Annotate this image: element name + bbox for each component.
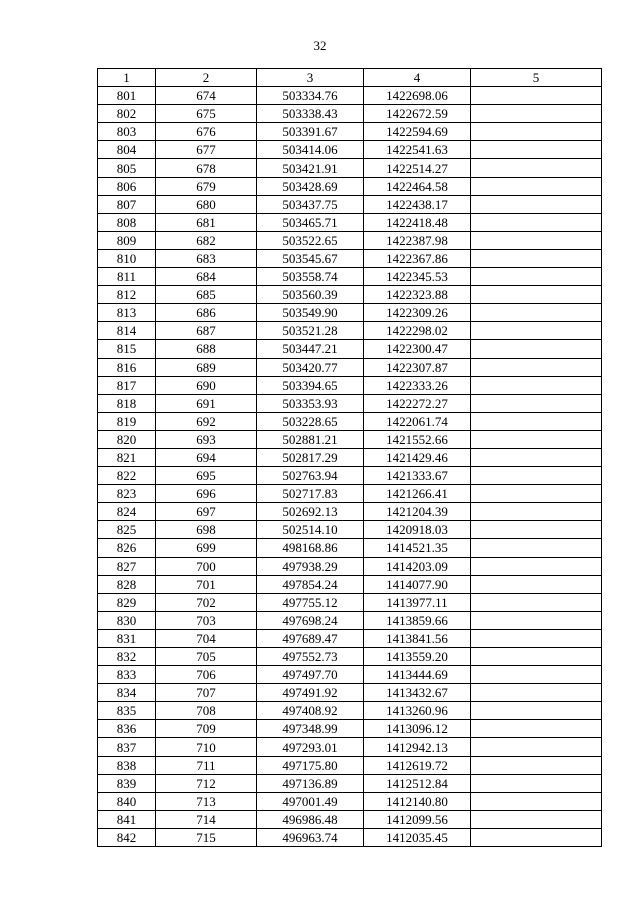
table-cell-col-4: 1422061.74 (364, 412, 471, 430)
table-cell-col-1: 841 (98, 810, 156, 828)
table-row (98, 195, 602, 213)
table-cell-col-1: 819 (98, 412, 156, 430)
table-cell-col-1: 830 (98, 611, 156, 629)
table-cell-col-5 (471, 87, 602, 105)
table-cell-col-2: 695 (156, 467, 257, 485)
table-cell-col-2: 700 (156, 557, 257, 575)
table-row (98, 105, 602, 123)
table-cell-col-2: 692 (156, 412, 257, 430)
table-cell-col-4: 1413841.56 (364, 629, 471, 647)
table-cell-col-4: 1422309.26 (364, 304, 471, 322)
table-cell-col-4: 1421552.66 (364, 430, 471, 448)
table-row (98, 141, 602, 159)
table-cell-col-2: 688 (156, 340, 257, 358)
table-cell-col-5 (471, 557, 602, 575)
table-cell-col-2: 714 (156, 810, 257, 828)
table-row (98, 87, 602, 105)
table-cell-col-3: 502881.21 (257, 430, 364, 448)
table-cell-col-2: 698 (156, 521, 257, 539)
table-cell-col-3: 502514.10 (257, 521, 364, 539)
table-cell-col-3: 497497.70 (257, 666, 364, 684)
table-row (98, 286, 602, 304)
table-cell-col-4: 1422345.53 (364, 268, 471, 286)
table-cell-col-2: 703 (156, 611, 257, 629)
table-cell-col-2: 693 (156, 430, 257, 448)
header-cell-col-5: 5 (471, 69, 602, 87)
table-cell-col-2: 701 (156, 575, 257, 593)
table-cell-col-1: 836 (98, 720, 156, 738)
table-cell-col-2: 683 (156, 249, 257, 267)
table-cell-col-5 (471, 448, 602, 466)
table-cell-col-3: 497408.92 (257, 702, 364, 720)
table-cell-col-4: 1413260.96 (364, 702, 471, 720)
table-cell-col-1: 808 (98, 213, 156, 231)
table-cell-col-4: 1412512.84 (364, 774, 471, 792)
table-cell-col-3: 496986.48 (257, 810, 364, 828)
table-cell-col-1: 811 (98, 268, 156, 286)
table-row (98, 448, 602, 466)
table-cell-col-1: 803 (98, 123, 156, 141)
table-cell-col-3: 503353.93 (257, 394, 364, 412)
table-cell-col-1: 805 (98, 159, 156, 177)
table-cell-col-5 (471, 539, 602, 557)
table-cell-col-2: 702 (156, 593, 257, 611)
table-cell-col-2: 684 (156, 268, 257, 286)
table-cell-col-4: 1422300.47 (364, 340, 471, 358)
table-cell-col-2: 686 (156, 304, 257, 322)
table-cell-col-3: 497491.92 (257, 684, 364, 702)
table-cell-col-3: 497938.29 (257, 557, 364, 575)
table-cell-col-1: 824 (98, 503, 156, 521)
table-cell-col-1: 826 (98, 539, 156, 557)
table-cell-col-4: 1422272.27 (364, 394, 471, 412)
table-row (98, 557, 602, 575)
table-cell-col-4: 1422438.17 (364, 195, 471, 213)
table-cell-col-1: 825 (98, 521, 156, 539)
table-cell-col-2: 679 (156, 177, 257, 195)
table-row (98, 611, 602, 629)
table-cell-col-1: 809 (98, 231, 156, 249)
table-row (98, 738, 602, 756)
table-cell-col-4: 1422514.27 (364, 159, 471, 177)
table-cell-col-1: 831 (98, 629, 156, 647)
table-row (98, 503, 602, 521)
table-row (98, 467, 602, 485)
table-cell-col-3: 502717.83 (257, 485, 364, 503)
table-row (98, 123, 602, 141)
table-cell-col-3: 497689.47 (257, 629, 364, 647)
table-row (98, 666, 602, 684)
table-cell-col-5 (471, 430, 602, 448)
table-cell-col-3: 503414.06 (257, 141, 364, 159)
table-cell-col-5 (471, 467, 602, 485)
table-row (98, 231, 602, 249)
table-cell-col-3: 502763.94 (257, 467, 364, 485)
table-cell-col-4: 1422307.87 (364, 358, 471, 376)
table-cell-col-5 (471, 720, 602, 738)
table-cell-col-3: 497698.24 (257, 611, 364, 629)
table-cell-col-2: 713 (156, 792, 257, 810)
table-cell-col-1: 817 (98, 376, 156, 394)
table-cell-col-1: 813 (98, 304, 156, 322)
table-cell-col-1: 814 (98, 322, 156, 340)
table-row (98, 702, 602, 720)
table-cell-col-5 (471, 286, 602, 304)
table-cell-col-1: 840 (98, 792, 156, 810)
table-cell-col-2: 682 (156, 231, 257, 249)
table-cell-col-3: 503334.76 (257, 87, 364, 105)
table-cell-col-3: 503394.65 (257, 376, 364, 394)
table-cell-col-5 (471, 123, 602, 141)
table-cell-col-2: 685 (156, 286, 257, 304)
table-cell-col-1: 804 (98, 141, 156, 159)
table-cell-col-5 (471, 593, 602, 611)
table-cell-col-1: 812 (98, 286, 156, 304)
table-cell-col-3: 497552.73 (257, 648, 364, 666)
table-cell-col-4: 1413444.69 (364, 666, 471, 684)
table-cell-col-2: 675 (156, 105, 257, 123)
table-cell-col-4: 1412140.80 (364, 792, 471, 810)
table-cell-col-5 (471, 575, 602, 593)
table-row (98, 394, 602, 412)
header-row (98, 69, 602, 87)
table-cell-col-1: 827 (98, 557, 156, 575)
table-cell-col-3: 497136.89 (257, 774, 364, 792)
table-cell-col-3: 498168.86 (257, 539, 364, 557)
table-cell-col-2: 704 (156, 629, 257, 647)
table-cell-col-2: 709 (156, 720, 257, 738)
table-cell-col-5 (471, 629, 602, 647)
table-cell-col-5 (471, 521, 602, 539)
table-cell-col-5 (471, 105, 602, 123)
table-cell-col-5 (471, 738, 602, 756)
table-cell-col-3: 503338.43 (257, 105, 364, 123)
table-cell-col-5 (471, 177, 602, 195)
table-cell-col-5 (471, 503, 602, 521)
table-cell-col-1: 842 (98, 828, 156, 846)
table-cell-col-5 (471, 358, 602, 376)
header-cell-col-1: 1 (98, 69, 156, 87)
table-cell-col-2: 711 (156, 756, 257, 774)
table-row (98, 774, 602, 792)
table-cell-col-4: 1412099.56 (364, 810, 471, 828)
table-cell-col-5 (471, 249, 602, 267)
table-cell-col-4: 1413559.20 (364, 648, 471, 666)
table-cell-col-3: 503428.69 (257, 177, 364, 195)
table-cell-col-1: 806 (98, 177, 156, 195)
table-cell-col-2: 697 (156, 503, 257, 521)
table-cell-col-2: 706 (156, 666, 257, 684)
table-cell-col-4: 1422672.59 (364, 105, 471, 123)
table-row (98, 177, 602, 195)
table-cell-col-3: 503420.77 (257, 358, 364, 376)
table-cell-col-3: 496963.74 (257, 828, 364, 846)
table-row (98, 159, 602, 177)
table-cell-col-1: 828 (98, 575, 156, 593)
table-cell-col-1: 838 (98, 756, 156, 774)
table-cell-col-5 (471, 394, 602, 412)
table-cell-col-2: 708 (156, 702, 257, 720)
table-cell-col-5 (471, 684, 602, 702)
table-row (98, 249, 602, 267)
table-cell-col-4: 1412942.13 (364, 738, 471, 756)
header-cell-col-3: 3 (257, 69, 364, 87)
table-cell-col-4: 1422464.58 (364, 177, 471, 195)
table-cell-col-2: 694 (156, 448, 257, 466)
table-cell-col-4: 1414077.90 (364, 575, 471, 593)
table-cell-col-4: 1422298.02 (364, 322, 471, 340)
table-cell-col-2: 677 (156, 141, 257, 159)
table-cell-col-3: 503447.21 (257, 340, 364, 358)
table-cell-col-5 (471, 412, 602, 430)
table-cell-col-1: 810 (98, 249, 156, 267)
table-cell-col-5 (471, 810, 602, 828)
table-cell-col-1: 832 (98, 648, 156, 666)
table-cell-col-2: 696 (156, 485, 257, 503)
table-cell-col-4: 1422698.06 (364, 87, 471, 105)
table-cell-col-3: 497854.24 (257, 575, 364, 593)
page-number: 32 (313, 38, 327, 53)
table-cell-col-1: 820 (98, 430, 156, 448)
table-cell-col-1: 823 (98, 485, 156, 503)
table-cell-col-5 (471, 828, 602, 846)
table-cell-col-4: 1414521.35 (364, 539, 471, 557)
table-row (98, 213, 602, 231)
table-cell-col-1: 802 (98, 105, 156, 123)
table-cell-col-1: 801 (98, 87, 156, 105)
table-cell-col-1: 807 (98, 195, 156, 213)
table-row (98, 648, 602, 666)
table-cell-col-4: 1412035.45 (364, 828, 471, 846)
table-row (98, 521, 602, 539)
table-cell-col-2: 680 (156, 195, 257, 213)
table-cell-col-2: 691 (156, 394, 257, 412)
coordinates-table (97, 68, 602, 847)
table-row (98, 720, 602, 738)
table-cell-col-3: 503228.65 (257, 412, 364, 430)
table-cell-col-2: 678 (156, 159, 257, 177)
table-cell-col-3: 497293.01 (257, 738, 364, 756)
table-cell-col-2: 707 (156, 684, 257, 702)
table-row (98, 593, 602, 611)
table-row (98, 575, 602, 593)
table-cell-col-5 (471, 611, 602, 629)
table-cell-col-5 (471, 340, 602, 358)
table-cell-col-4: 1421333.67 (364, 467, 471, 485)
table-cell-col-4: 1420918.03 (364, 521, 471, 539)
table-cell-col-4: 1422594.69 (364, 123, 471, 141)
table-cell-col-5 (471, 485, 602, 503)
table-cell-col-2: 689 (156, 358, 257, 376)
table-cell-col-4: 1413096.12 (364, 720, 471, 738)
table-row (98, 268, 602, 286)
table-cell-col-2: 690 (156, 376, 257, 394)
table-header (98, 69, 602, 87)
table-cell-col-3: 503549.90 (257, 304, 364, 322)
table-cell-col-5 (471, 666, 602, 684)
table-cell-col-4: 1413977.11 (364, 593, 471, 611)
table-cell-col-4: 1413859.66 (364, 611, 471, 629)
table-cell-col-1: 833 (98, 666, 156, 684)
table-cell-col-1: 815 (98, 340, 156, 358)
table-cell-col-5 (471, 774, 602, 792)
table-cell-col-3: 503521.28 (257, 322, 364, 340)
table-cell-col-3: 497001.49 (257, 792, 364, 810)
table-cell-col-2: 710 (156, 738, 257, 756)
table-cell-col-4: 1422541.63 (364, 141, 471, 159)
table-cell-col-3: 497175.80 (257, 756, 364, 774)
table-row (98, 412, 602, 430)
table-row (98, 430, 602, 448)
table-cell-col-3: 503522.65 (257, 231, 364, 249)
table-cell-col-3: 503391.67 (257, 123, 364, 141)
table-cell-col-3: 503560.39 (257, 286, 364, 304)
table-row (98, 376, 602, 394)
header-cell-col-2: 2 (156, 69, 257, 87)
table-row (98, 629, 602, 647)
table-cell-col-4: 1421266.41 (364, 485, 471, 503)
table-cell-col-5 (471, 213, 602, 231)
table-cell-col-4: 1421429.46 (364, 448, 471, 466)
table-cell-col-1: 834 (98, 684, 156, 702)
table-cell-col-4: 1422418.48 (364, 213, 471, 231)
table-body (98, 87, 602, 847)
table-cell-col-4: 1421204.39 (364, 503, 471, 521)
table-cell-col-4: 1412619.72 (364, 756, 471, 774)
table-cell-col-5 (471, 195, 602, 213)
table-cell-col-2: 712 (156, 774, 257, 792)
table-cell-col-1: 829 (98, 593, 156, 611)
table-row (98, 756, 602, 774)
table-cell-col-3: 503437.75 (257, 195, 364, 213)
table-cell-col-1: 818 (98, 394, 156, 412)
table-row (98, 485, 602, 503)
table-cell-col-5 (471, 648, 602, 666)
table-cell-col-3: 497348.99 (257, 720, 364, 738)
table-row (98, 322, 602, 340)
table-cell-col-1: 822 (98, 467, 156, 485)
table-cell-col-3: 503545.67 (257, 249, 364, 267)
table-cell-col-3: 497755.12 (257, 593, 364, 611)
table-row (98, 304, 602, 322)
table-cell-col-5 (471, 304, 602, 322)
table-cell-col-5 (471, 792, 602, 810)
table-row (98, 810, 602, 828)
table-cell-col-5 (471, 159, 602, 177)
table-cell-col-1: 821 (98, 448, 156, 466)
table-cell-col-5 (471, 231, 602, 249)
table-row (98, 792, 602, 810)
table-cell-col-5 (471, 141, 602, 159)
table-cell-col-5 (471, 268, 602, 286)
table-cell-col-4: 1422333.26 (364, 376, 471, 394)
header-cell-col-4: 4 (364, 69, 471, 87)
table-cell-col-3: 503558.74 (257, 268, 364, 286)
table-cell-col-3: 503421.91 (257, 159, 364, 177)
table-row (98, 828, 602, 846)
table-cell-col-5 (471, 702, 602, 720)
table-row (98, 340, 602, 358)
table-cell-col-1: 839 (98, 774, 156, 792)
table-cell-col-1: 816 (98, 358, 156, 376)
table-cell-col-4: 1422323.88 (364, 286, 471, 304)
table-cell-col-2: 681 (156, 213, 257, 231)
table-cell-col-2: 687 (156, 322, 257, 340)
table-cell-col-1: 835 (98, 702, 156, 720)
table-cell-col-2: 674 (156, 87, 257, 105)
table-cell-col-4: 1414203.09 (364, 557, 471, 575)
table-cell-col-5 (471, 322, 602, 340)
table-cell-col-5 (471, 756, 602, 774)
table-row (98, 684, 602, 702)
table-cell-col-3: 502692.13 (257, 503, 364, 521)
table-row (98, 358, 602, 376)
table-cell-col-2: 676 (156, 123, 257, 141)
table-cell-col-2: 705 (156, 648, 257, 666)
table-cell-col-5 (471, 376, 602, 394)
table-cell-col-3: 502817.29 (257, 448, 364, 466)
table-cell-col-3: 503465.71 (257, 213, 364, 231)
table-cell-col-4: 1413432.67 (364, 684, 471, 702)
table-cell-col-4: 1422387.98 (364, 231, 471, 249)
table-cell-col-1: 837 (98, 738, 156, 756)
table-cell-col-2: 715 (156, 828, 257, 846)
table-row (98, 539, 602, 557)
table-cell-col-4: 1422367.86 (364, 249, 471, 267)
table-cell-col-2: 699 (156, 539, 257, 557)
